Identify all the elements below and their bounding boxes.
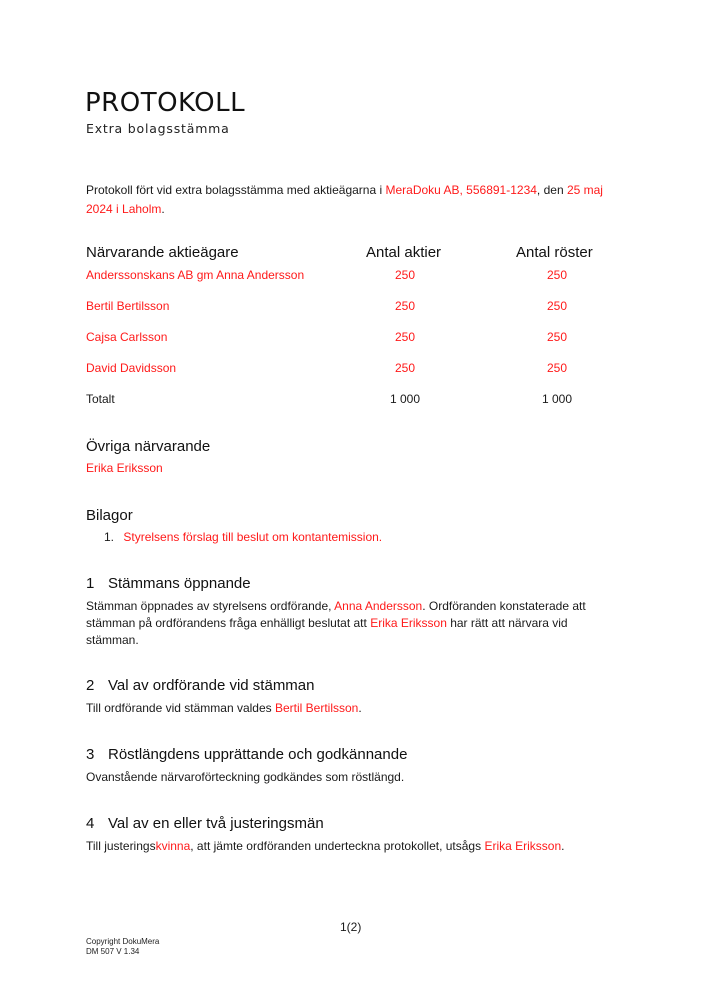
shareholder-name: David Davidsson — [86, 361, 177, 375]
page-number: 1(2) — [340, 920, 362, 934]
text: . — [358, 701, 362, 715]
gender-field: kvinna — [155, 839, 191, 853]
attachments-heading: Bilagor — [86, 507, 133, 524]
others-present-name: Erika Eriksson — [86, 461, 163, 475]
shares-count: 250 — [394, 330, 416, 344]
elected-chairman-name: Bertil Bertilsson — [274, 701, 359, 715]
text: stämman på ordförandens fråga enhälligt beslutat att — [86, 616, 371, 630]
intro-text: . — [161, 202, 165, 216]
votes-count: 250 — [546, 299, 568, 313]
section-number: 1 — [86, 575, 95, 592]
text: , att jämte ordföranden underteckna protokollet, utsågs — [190, 839, 485, 853]
text: Till ordförande vid stämman valdes — [86, 701, 275, 715]
footer-copyright — [86, 937, 159, 957]
text: . — [561, 839, 565, 853]
text: Till justerings — [86, 839, 156, 853]
header-shareholders: Närvarande aktieägare — [86, 244, 239, 261]
section-3-text: Ovanstående närvaroförteckning godkändes som röstlängd. — [86, 770, 405, 784]
total-shares: 1 000 — [389, 392, 421, 406]
section-number: 3 — [86, 746, 95, 763]
company-field: MeraDoku AB, 556891-1234 — [385, 183, 537, 197]
text: . Ordföranden konstaterade att — [422, 599, 586, 613]
shareholder-name: Cajsa Carlsson — [86, 330, 168, 344]
guest-name: Erika Eriksson — [370, 616, 447, 630]
section-1-text — [86, 598, 626, 649]
section-title: Röstlängdens upprättande och godkännande — [108, 746, 408, 763]
total-label: Totalt — [86, 392, 115, 406]
section-title: Val av ordförande vid stämman — [108, 677, 315, 694]
section-3-heading — [86, 746, 407, 763]
adjuster-name: Erika Eriksson — [484, 839, 562, 853]
attachment-text: Styrelsens förslag till beslut om kontantemission. — [123, 530, 383, 544]
section-2-heading — [86, 677, 315, 694]
section-4-text — [86, 838, 686, 855]
section-title: Val av en eller två justeringsmän — [108, 815, 324, 832]
others-present-heading: Övriga närvarande — [86, 438, 211, 455]
section-title: Stämmans öppnande — [108, 575, 251, 592]
shareholder-name: Bertil Bertilsson — [86, 299, 170, 313]
date-place-field: 2024 i Laholm — [86, 202, 162, 216]
intro-text: , den — [536, 183, 567, 197]
intro-text: Protokoll fört vid extra bolagsstämma med aktieägarna i — [86, 183, 386, 197]
header-shares: Antal aktier — [366, 244, 442, 261]
votes-count: 250 — [546, 330, 568, 344]
document-title: PROTOKOLL — [85, 88, 246, 118]
intro-paragraph — [86, 181, 646, 219]
total-votes: 1 000 — [541, 392, 573, 406]
votes-count: 250 — [546, 361, 568, 375]
section-4-heading — [86, 815, 324, 832]
header-votes: Antal röster — [516, 244, 593, 261]
shares-count: 250 — [394, 361, 416, 375]
chairman-name: Anna Andersson — [334, 599, 423, 613]
section-1-heading — [86, 575, 251, 592]
section-2-text — [86, 700, 626, 717]
shareholder-name: Anderssonskans AB gm Anna Andersson — [86, 268, 305, 282]
shares-count: 250 — [394, 299, 416, 313]
section-number: 4 — [86, 815, 95, 832]
shares-count: 250 — [394, 268, 416, 282]
attachment-item — [104, 530, 382, 544]
section-number: 2 — [86, 677, 95, 694]
text: har rätt att närvara vid — [446, 616, 568, 630]
text: stämman. — [86, 633, 139, 647]
copyright-text: Copyright DokuMera — [86, 937, 160, 946]
text: Stämman öppnades av styrelsens ordförande, — [86, 599, 335, 613]
date-field: 25 maj — [566, 183, 603, 197]
version-text: DM 507 V 1.34 — [86, 947, 140, 956]
votes-count: 250 — [546, 268, 568, 282]
document-subtitle: Extra bolagsstämma — [86, 121, 230, 136]
attachment-number: 1. — [104, 530, 115, 544]
